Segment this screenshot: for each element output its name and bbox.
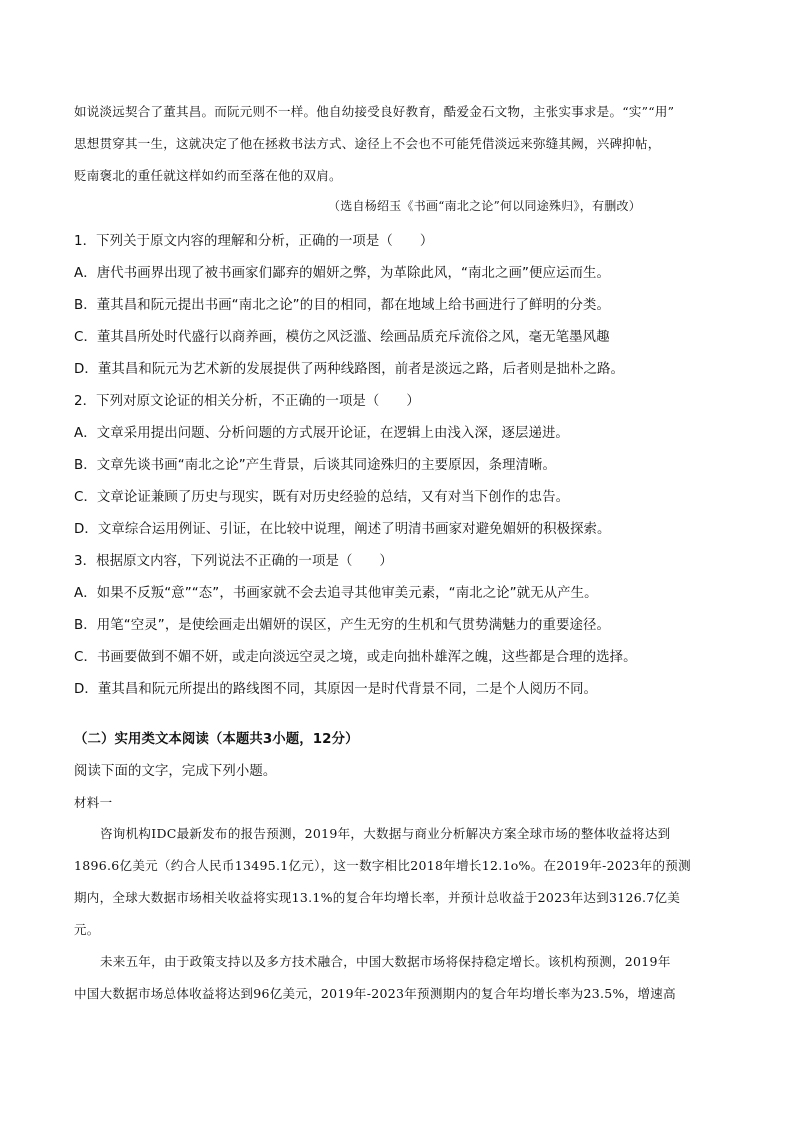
material-line-6: 中国大数据市场总体收益将达到96亿美元，2019年-2023年预测期内的复合年均增长率为23.5%，增速高 xyxy=(74,986,676,1001)
question-1-option-b: B．董其昌和阮元提出书画“南北之论”的目的相同，都在地域上给书画进行了鲜明的分类。 xyxy=(74,298,611,313)
question-2-option-d: D．文章综合运用例证、引证，在比较中说理，阐述了明清书画家对避免媚妍的积极探索。 xyxy=(74,522,611,537)
passage-line-3: 贬南褒北的重任就这样如约而至落在他的双肩。 xyxy=(74,168,342,183)
passage-line-1: 如说淡远契合了董其昌。而阮元则不一样。他自幼接受良好教育，酷爱金石文物，主张实事求是。“实”“用” xyxy=(74,104,675,119)
material-line-1: 咨询机构IDC最新发布的报告预测，2019年，大数据与商业分析解决方案全球市场的整体收益将达到 xyxy=(100,826,671,841)
material-line-5: 未来五年，由于政策支持以及多方技术融合，中国大数据市场将保持稳定增长。该机构预测，2019年 xyxy=(100,954,671,969)
question-1-stem: 1．下列关于原文内容的理解和分析，正确的一项是（ ） xyxy=(74,234,434,249)
question-2-option-c: C．文章论证兼顾了历史与现实，既有对历史经验的总结，又有对当下创作的忠告。 xyxy=(74,490,570,505)
question-3-stem: 3．根据原文内容，下列说法不正确的一项是（ ） xyxy=(74,554,393,569)
question-1-option-c: C．董其昌所处时代盛行以商养画，模仿之风泛滥、绘画品质充斥流俗之风，毫无笔墨风趣 xyxy=(74,330,610,345)
question-1-option-a: A．唐代书画界出现了被书画家们鄙弃的媚妍之弊，为革除此风，“南北之画”便应运而生。 xyxy=(74,266,610,281)
passage-source: （选自杨绍玉《书画“南北之论”何以同途殊归》，有删改） xyxy=(328,199,642,213)
question-2-option-b: B．文章先谈书画“南北之论”产生背景，后谈其同途殊归的主要原因，条理清晰。 xyxy=(74,458,557,473)
question-3-option-b: B．用笔“空灵”，是使绘画走出媚妍的误区，产生无穷的生机和气贯势满魅力的重要途径。 xyxy=(74,618,611,633)
material-label: 材料一 xyxy=(74,795,113,810)
question-2-stem: 2．下列对原文论证的相关分析，不正确的一项是（ ） xyxy=(74,394,420,409)
question-3-option-a: A．如果不反叛“意”“态”，书画家就不会去追寻其他审美元素，“南北之论”就无从产生。 xyxy=(74,586,598,601)
question-1-option-d: D．董其昌和阮元为艺术新的发展提供了两种线路图，前者是淡远之路，后者则是拙朴之路。 xyxy=(74,362,625,377)
question-3-option-c: C．书画要做到不媚不妍，或走向淡远空灵之境，或走向拙朴雄浑之魄，这些都是合理的选择。 xyxy=(74,650,637,665)
material-line-2: 1896.6亿美元（约合人民币13495.1亿元），这一数字相比2018年增长12.1o%。在2019年-2023年的预测 xyxy=(74,858,691,873)
section-heading: （二）实用类文本阅读（本题共3小题，12分） xyxy=(74,732,359,747)
question-2-option-a: A．文章采用提出问题、分析问题的方式展开论证，在逻辑上由浅入深，逐层递进。 xyxy=(74,426,569,441)
material-line-4: 元。 xyxy=(74,922,100,937)
material-line-3: 期内，全球大数据市场相关收益将实现13.1%的复合年均增长率，并预计总收益于2023年达到3126.7亿美 xyxy=(74,890,681,905)
passage-line-2: 思想贯穿其一生，这就决定了他在拯救书法方式、途径上不会也不可能凭借淡远来弥缝其阙，兴碑抑帖， xyxy=(74,136,661,151)
question-3-option-d: D．董其昌和阮元所提出的路线图不同，其原因一是时代背景不同，二是个人阅历不同。 xyxy=(74,682,598,697)
section-instruction: 阅读下面的文字，完成下列小题。 xyxy=(74,764,277,779)
